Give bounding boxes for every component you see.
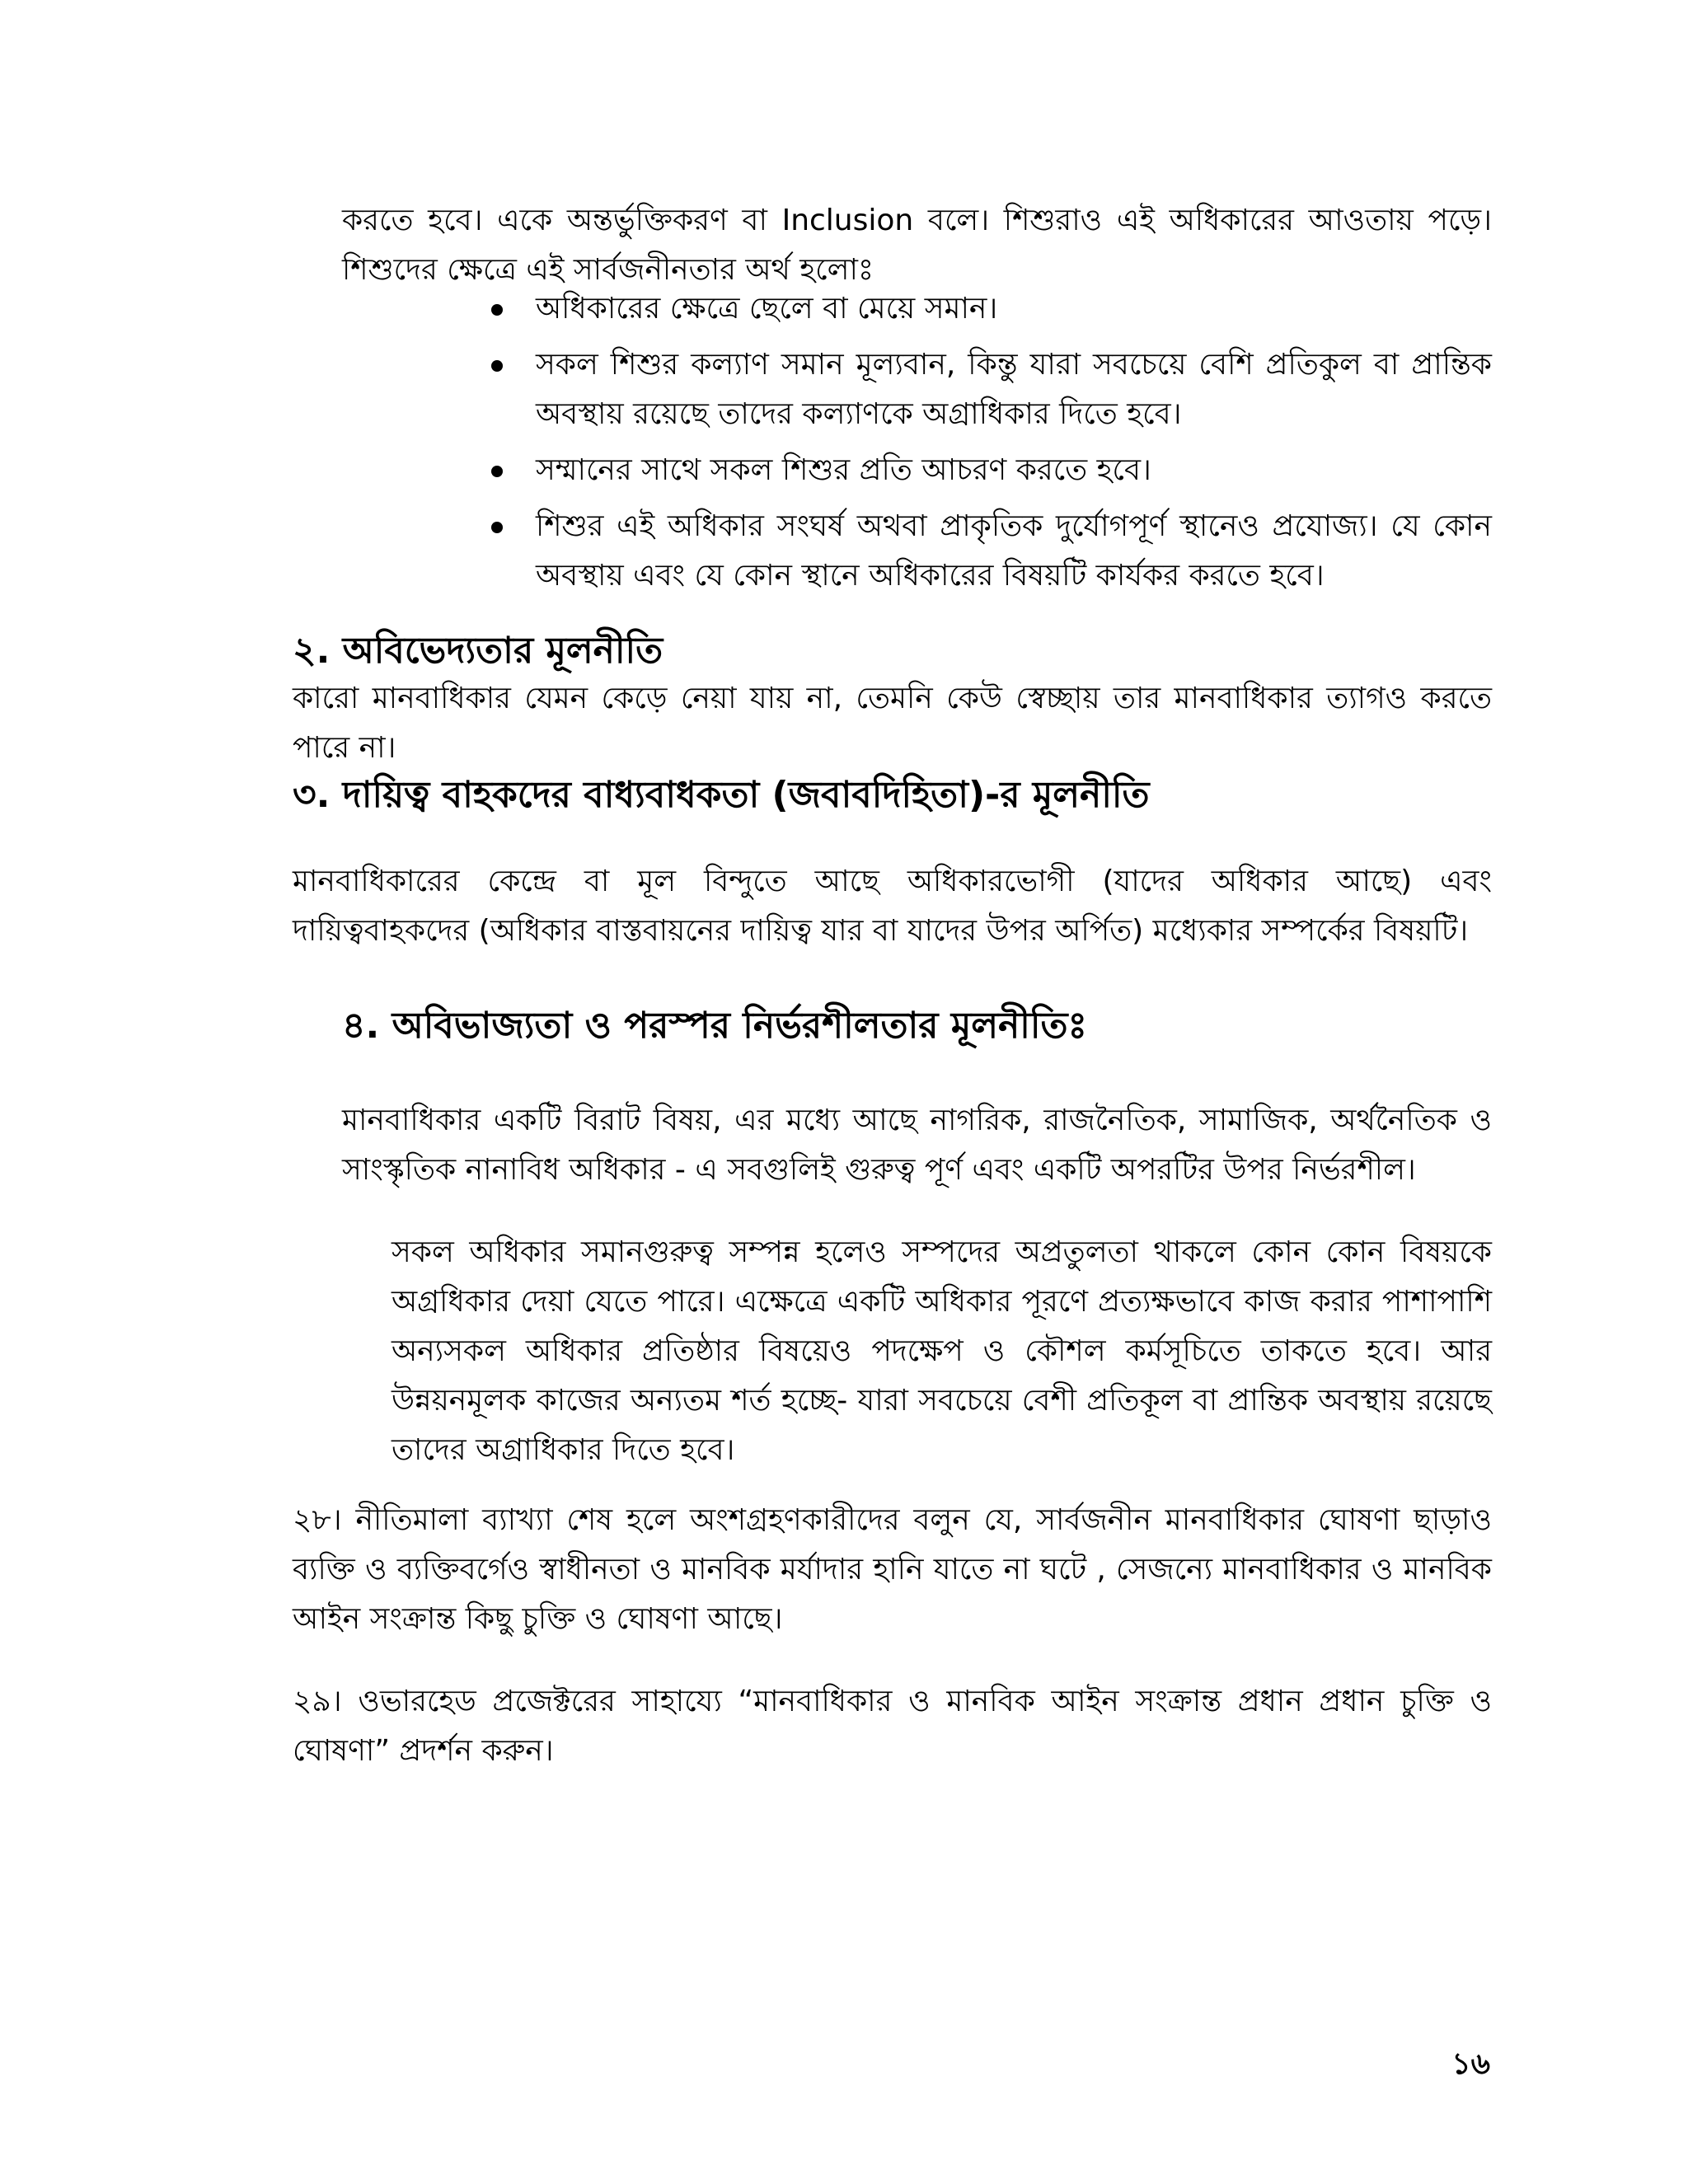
section-4-paragraph-1: মানবাধিকার একটি বিরাট বিষয়, এর মধ্যে আছে নাগরিক, রাজনৈতিক, সামাজিক, অর্থনৈতিক ও সাংস্কৃতিক নানাবিধ অধিকার - এ সবগুলিই গুরুত্ব পূর্ণ এবং একটি অপরটির উপর নির্ভরশীল।	[342, 1104, 1492, 1187]
bullet-item	[486, 502, 1492, 601]
section-2-paragraph: কারো মানবাধিকার যেমন কেড়ে নেয়া যায় না, তেমনি কেউ স্বেচ্ছায় তার মানবাধিকার ত্যাগও করতে পারে না।	[293, 682, 1492, 765]
page-number: ১৬	[1451, 2047, 1490, 2081]
bullet-dot-icon	[491, 522, 503, 533]
section-4-paragraph-2: সকল অধিকার সমানগুরুত্ব সম্পন্ন হলেও সম্পদের অপ্রতুলতা থাকলে কোন কোন বিষয়কে অগ্রধিকার দেয়া যেতে পারে। এক্ষেত্রে একটি অধিকার পূরণে প্রত্যক্ষভাবে কাজ করার পাশাপাশি অন্যসকল অধিকার প্রতিষ্ঠার বিষয়েও পদক্ষেপ ও কৌশল কর্মসূচিতে তাকতে হবে। আর উন্নয়নমূলক কাজের অন্যতম শর্ত হচ্ছে- যারা সবচেয়ে বেশী প্রতিকূল বা প্রান্তিক অবস্থায় রয়েছে তাদের অগ্রাধিকার দিতে হবে।	[392, 1235, 1492, 1467]
section-3-heading: ৩. দায়িত্ব বাহকদের বাধ্যবাধকতা (জবাবদিহিতা)-র মূলনীতি	[293, 774, 1150, 816]
bullet-item	[486, 284, 1492, 334]
intro-paragraph: করতে হবে। একে অন্তর্ভুক্তিকরণ বা Inclusion বলে। শিশুরাও এই অধিকারের আওতায় পড়ে। শিশুদের ক্ষেত্রে এই সার্বজনীনতার অর্থ হলোঃ	[342, 204, 1492, 287]
bullet-text: অধিকারের ক্ষেত্রে ছেলে বা মেয়ে সমান।	[536, 292, 998, 326]
bullet-dot-icon	[491, 304, 503, 316]
universality-bullet-list	[486, 284, 1492, 607]
item-29-paragraph: ২৯। ওভারহেড প্রজেক্টরের সাহায্যে “মানবাধিকার ও মানবিক আইন সংক্রান্ত প্রধান প্রধান চুক্তি ও ঘোষণা” প্রদর্শন করুন।	[293, 1685, 1492, 1768]
item-28-paragraph: ২৮। নীতিমালা ব্যাখ্যা শেষ হলে অংশগ্রহণকারীদের বলুন যে, সার্বজনীন মানবাধিকার ঘোষণা ছাড়াও ব্যক্তি ও ব্যক্তিবর্গেও স্বাধীনতা ও মানবিক মর্যাদার হানি যাতে না ঘটে , সেজন্যে মানবাধিকার ও মানবিক আইন সংক্রান্ত কিছু চুক্তি ও ঘোষণা আছে।	[293, 1503, 1492, 1636]
section-3-paragraph: মানবাধিকারের কেন্দ্রে বা মূল বিন্দুতে আছে অধিকারভোগী (যাদের অধিকার আছে) এবং দায়িত্ববাহকদের (অধিকার বাস্তবায়নের দায়িত্ব যার বা যাদের উপর অর্পিত) মধ্যেকার সম্পর্কের বিষয়টি।	[293, 865, 1492, 948]
bullet-dot-icon	[491, 360, 503, 372]
bullet-item	[486, 446, 1492, 495]
bullet-text: শিশুর এই অধিকার সংঘর্ষ অথবা প্রাকৃতিক দুর্যোগপূর্ণ স্থানেও প্রযোজ্য। যে কোন অবস্থায় এবং যে কোন স্থানে অধিকারের বিষয়টি কার্যকর করতে হবে।	[536, 509, 1492, 593]
section-2-heading: ২. অবিভেদ্যতার মূলনীতি	[293, 630, 663, 672]
bullet-text: সকল শিশুর কল্যাণ সমান মূল্যবান, কিন্তু যারা সবচেয়ে বেশি প্রতিকুল বা প্রান্তিক অবস্থায় রয়েছে তাদের কল্যাণকে অগ্রাধিকার দিতে হবে।	[536, 348, 1492, 431]
bullet-dot-icon	[491, 466, 503, 477]
bullet-item	[486, 340, 1492, 439]
section-4-heading: ৪. অবিভাজ্যতা ও পরস্পর নির্ভরশীলতার মূলনীতিঃ	[342, 1005, 1087, 1047]
bullet-text: সম্মানের সাথে সকল শিশুর প্রতি আচরণ করতে হবে।	[536, 453, 1151, 487]
